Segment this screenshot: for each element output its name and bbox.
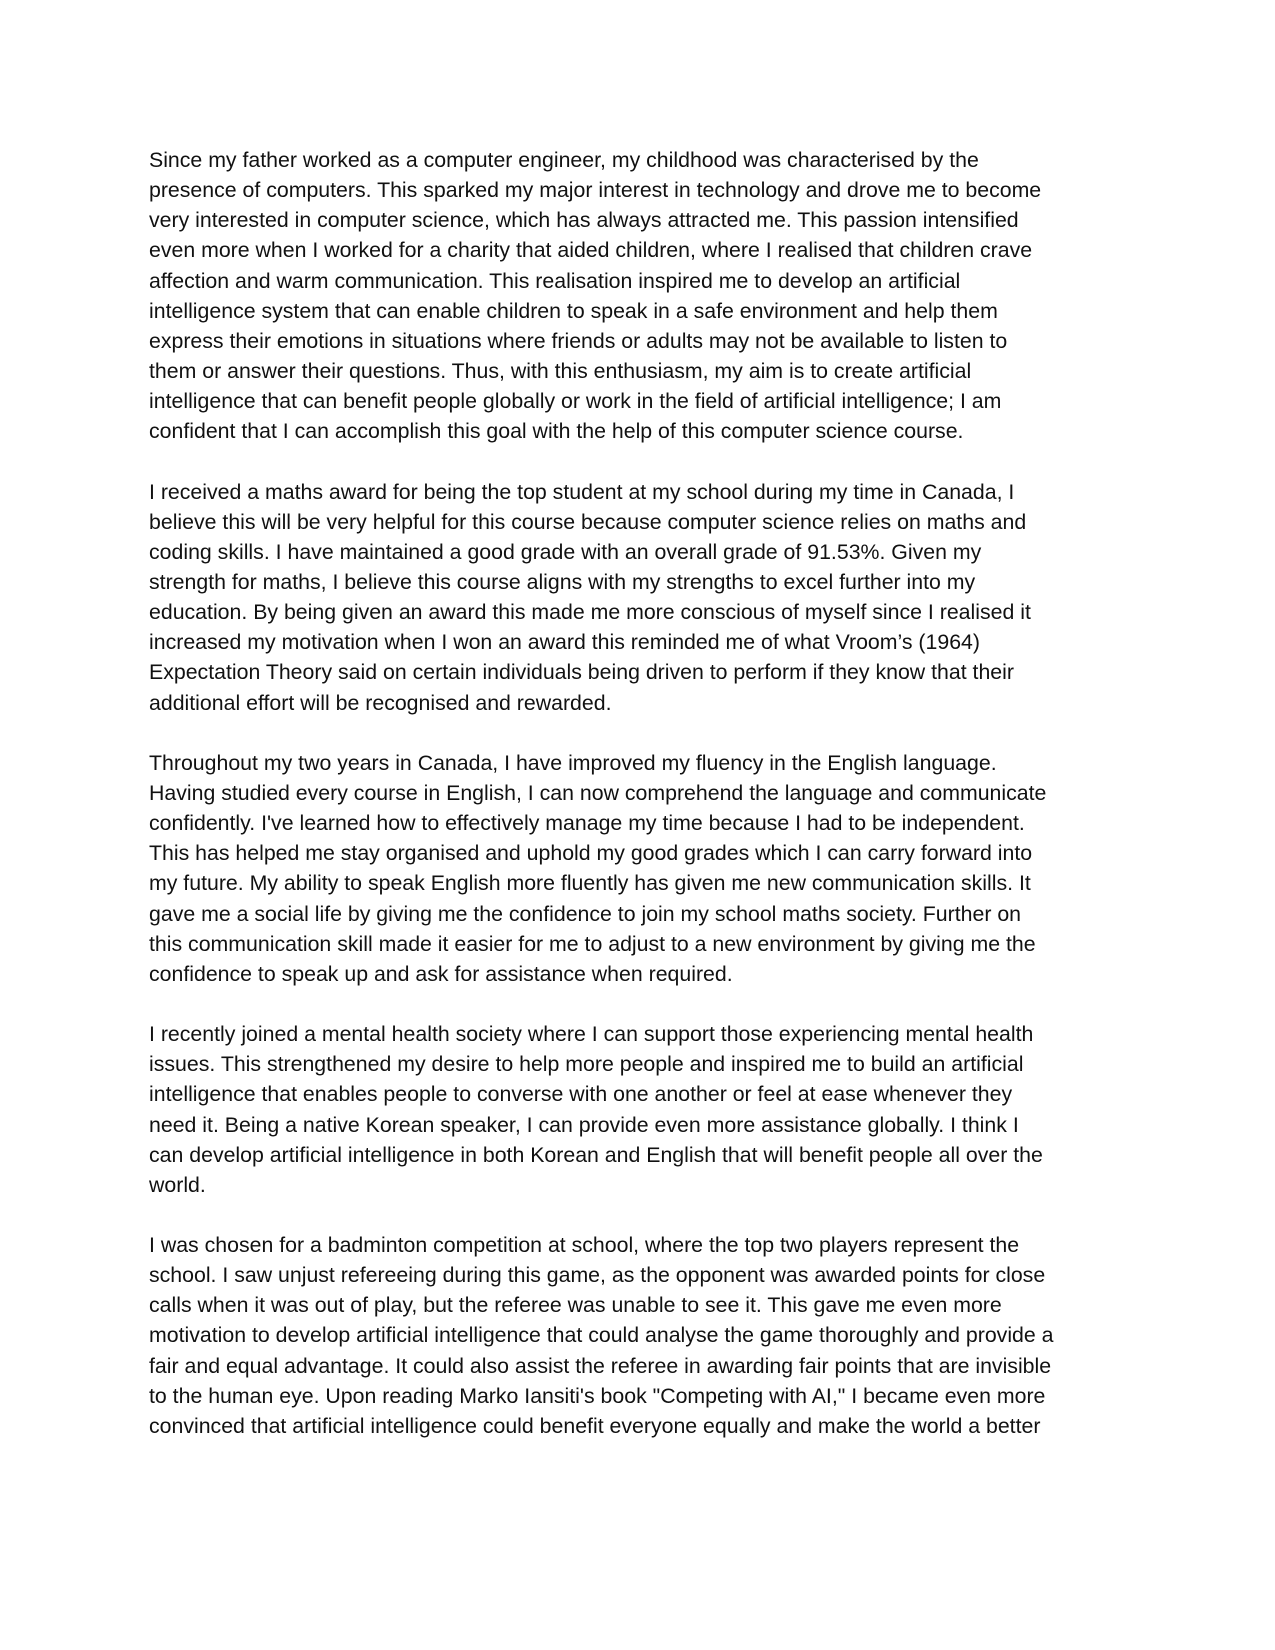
paragraph-mental-health xyxy=(149,1019,1134,1200)
text-line: Since my father worked as a computer engineer, my childhood was characterised by the xyxy=(149,148,979,172)
text-line: express their emotions in situations where friends or adults may not be available to listen to xyxy=(149,328,1008,353)
text-line: confidently. I've learned how to effectively manage my time because I had to be independent. xyxy=(149,811,1025,836)
text-line: can develop artificial intelligence in both Korean and English that will benefit people all over the xyxy=(149,1142,1043,1167)
text-line: I was chosen for a badminton competition at school, where the top two players represent the xyxy=(149,1233,1020,1258)
text-line: Throughout my two years in Canada, I have improved my fluency in the English language. xyxy=(149,750,997,775)
text-line: motivation to develop artificial intelligence that could analyse the game thoroughly and provide a xyxy=(149,1323,1054,1348)
text-line: Expectation Theory said on certain individuals being driven to perform if they know that their xyxy=(149,660,1014,685)
text-line: world. xyxy=(149,1172,206,1197)
text-line: I received a maths award for being the top student at my school during my time in Canada, I xyxy=(149,479,1015,504)
text-line: fair and equal advantage. It could also assist the referee in awarding fair points that are invisible xyxy=(149,1353,1052,1378)
text-line: to the human eye. Upon reading Marko Iansiti's book "Competing with AI," I became even more xyxy=(149,1383,1046,1408)
document-body xyxy=(149,145,1134,1471)
text-line: gave me a social life by giving me the confidence to join my school maths society. Further on xyxy=(149,901,1022,926)
text-line: my future. My ability to speak English more fluently has given me new communication skills. It xyxy=(149,871,1031,896)
text-line: school. I saw unjust refereeing during this game, as the opponent was awarded points for close xyxy=(149,1263,1046,1288)
text-line: Having studied every course in English, I can now comprehend the language and communicate xyxy=(149,780,1047,805)
text-line: even more when I worked for a charity that aided children, where I realised that children crave xyxy=(149,238,1033,263)
text-line: increased my motivation when I won an award this reminded me of what Vroom’s (1964) xyxy=(149,630,980,655)
paragraph-english-fluency xyxy=(149,748,1134,989)
text-line: intelligence that can benefit people globally or work in the field of artificial intelligence; I am xyxy=(149,389,1002,414)
text-line: confidence to speak up and ask for assistance when required. xyxy=(149,961,733,986)
text-line: believe this will be very helpful for this course because computer science relies on maths and xyxy=(149,509,1027,534)
text-line: affection and warm communication. This realisation inspired me to develop an artificial xyxy=(149,268,961,293)
text-line: intelligence system that can enable children to speak in a safe environment and help them xyxy=(149,298,998,323)
text-line: convinced that artificial intelligence could benefit everyone equally and make the world a better xyxy=(149,1413,1041,1438)
text-line: coding skills. I have maintained a good grade with an overall grade of 91.53%. Given my xyxy=(149,539,982,564)
text-line: intelligence that enables people to converse with one another or feel at ease whenever they xyxy=(149,1082,1013,1107)
text-line: this communication skill made it easier for me to adjust to a new environment by giving me the xyxy=(149,931,1036,956)
paragraph-maths-award xyxy=(149,477,1134,718)
text-line: I recently joined a mental health society where I can support those experiencing mental health xyxy=(149,1022,1034,1047)
text-line: This has helped me stay organised and uphold my good grades which I can carry forward into xyxy=(149,841,1033,866)
text-line: strength for maths, I believe this course aligns with my strengths to excel further into my xyxy=(149,569,976,594)
text-line: them or answer their questions. Thus, with this enthusiasm, my aim is to create artificial xyxy=(149,358,972,383)
paragraph-badminton xyxy=(149,1230,1134,1441)
text-line: need it. Being a native Korean speaker, I can provide even more assistance globally. I think I xyxy=(149,1112,1019,1137)
text-line: very interested in computer science, which has always attracted me. This passion intensified xyxy=(149,208,1019,233)
text-line: education. By being given an award this made me more conscious of myself since I realised it xyxy=(149,600,1031,625)
text-line: calls when it was out of play, but the referee was unable to see it. This gave me even more xyxy=(149,1293,1002,1318)
text-line: additional effort will be recognised and rewarded. xyxy=(149,690,612,715)
paragraph-motivation xyxy=(149,145,1134,446)
text-line: issues. This strengthened my desire to help more people and inspired me to build an artificial xyxy=(149,1052,1024,1077)
text-line: presence of computers. This sparked my major interest in technology and drove me to become xyxy=(149,178,1042,203)
text-line: confident that I can accomplish this goal with the help of this computer science course. xyxy=(149,419,964,444)
